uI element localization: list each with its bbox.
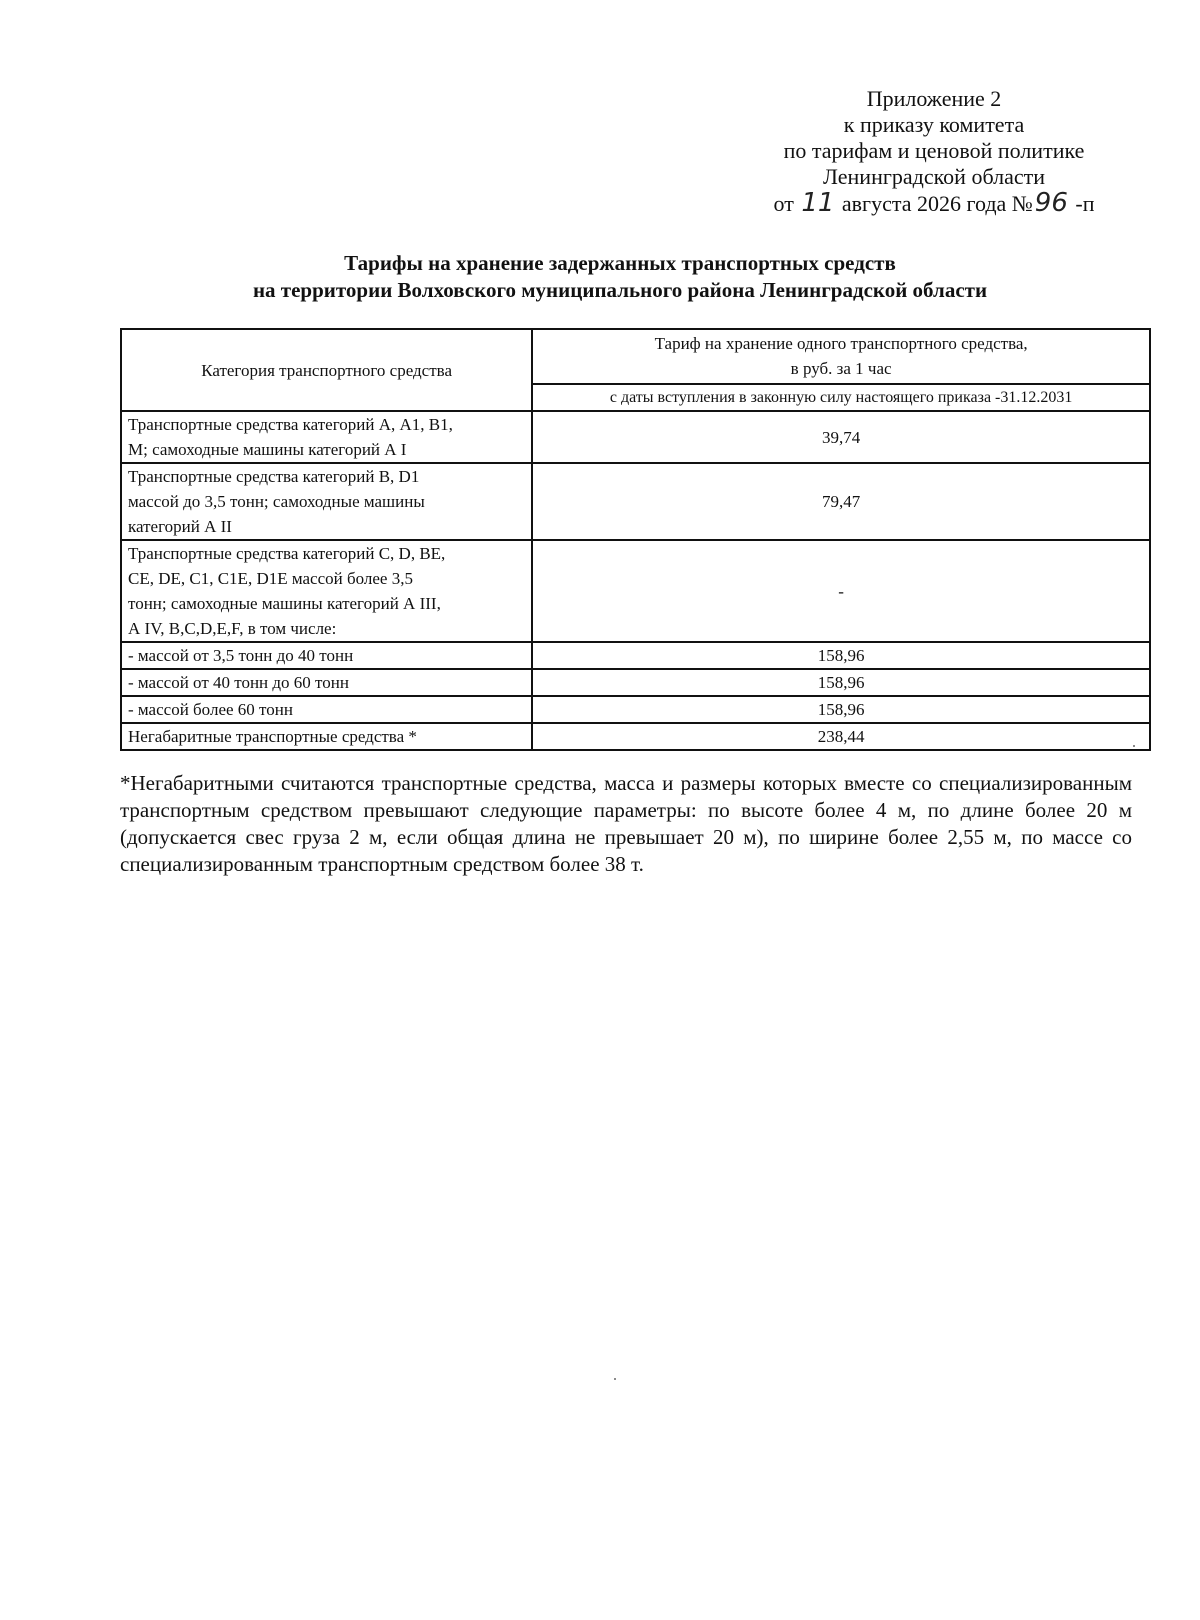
table-row [121, 540, 1150, 642]
tariff-value-cell: 158,96 [532, 642, 1150, 669]
appendix-date-line [764, 190, 1104, 217]
vehicle-category-line: А IV, В,С,D,E,F, в том числе: [128, 619, 337, 638]
footnote: *Негабаритными считаются транспортные средства, масса и размеры которых вместе со специализированным транспортным средством превышают следующие параметры: по высоте более 4 м, по длине более 20 м (допускается свес груза 2 м, если общая длина не превышает 20 м), по ширине более 2,55 м, по массе со специализированным транспортным средством более 38 т. [120, 771, 1132, 876]
header-tariff [532, 329, 1150, 384]
vehicle-category-line: категорий А II [128, 517, 232, 536]
tariff-value-cell: 39,74 [532, 411, 1150, 463]
vehicle-category-cell [121, 723, 532, 750]
vehicle-category-line: - массой от 40 тонн до 60 тонн [128, 673, 349, 692]
scan-speck [614, 1378, 616, 1380]
appendix-committee: по тарифам и ценовой политике [783, 138, 1085, 163]
vehicle-category-line: М; самоходные машины категорий А I [128, 440, 407, 459]
table-row [121, 463, 1150, 540]
vehicle-category-line: Транспортные средства категорий С, D, ВЕ, [128, 544, 446, 563]
vehicle-category-line: - массой более 60 тонн [128, 700, 293, 719]
appendix-order-ref: к приказу комитета [843, 112, 1025, 137]
table-row [121, 642, 1150, 669]
table-row [121, 669, 1150, 696]
handwritten-day: 11 [801, 188, 835, 218]
vehicle-category-line: массой до 3,5 тонн; самоходные машины [128, 492, 425, 511]
vehicle-category-line: тонн; самоходные машины категорий А III, [128, 594, 441, 613]
vehicle-category-cell [121, 463, 532, 540]
header-category: Категория транспортного средства [121, 329, 532, 411]
date-middle: августа 2026 года № [841, 191, 1033, 216]
appendix-region: Ленинградской области [823, 164, 1045, 189]
tariff-value-cell: 158,96 [532, 669, 1150, 696]
table-row [121, 411, 1150, 463]
tariff-value-cell: 238,44 [532, 723, 1150, 750]
vehicle-category-cell [121, 696, 532, 723]
table-row [121, 723, 1150, 750]
appendix-header [764, 86, 1104, 217]
vehicle-category-line: Транспортные средства категорий А, А1, В1, [128, 415, 453, 434]
appendix-title: Приложение 2 [866, 86, 1002, 111]
table-header-row [121, 329, 1150, 384]
date-suffix: -п [1075, 191, 1095, 216]
title-line-2: на территории Волховского муниципального района Ленинградской области [252, 278, 988, 302]
header-tariff-line-2: в руб. за 1 час [790, 359, 892, 379]
vehicle-category-line: СЕ, DE, C1, C1E, D1E массой более 3,5 [128, 569, 413, 588]
header-period: с даты вступления в законную силу настоящего приказа -31.12.2031 [532, 384, 1150, 411]
vehicle-category-line: Транспортные средства категорий В, D1 [128, 467, 420, 486]
vehicle-category-cell [121, 411, 532, 463]
handwritten-order-number: 96 [1034, 188, 1068, 218]
vehicle-category-cell [121, 540, 532, 642]
tariff-table [120, 328, 1151, 751]
tariff-value-cell: - [532, 540, 1150, 642]
vehicle-category-cell [121, 669, 532, 696]
tariff-value-cell: 158,96 [532, 696, 1150, 723]
scan-speck [1133, 745, 1135, 747]
tariff-value-cell: 79,47 [532, 463, 1150, 540]
vehicle-category-cell [121, 642, 532, 669]
table-row [121, 696, 1150, 723]
vehicle-category-line: - массой от 3,5 тонн до 40 тонн [128, 646, 354, 665]
document-title [120, 250, 1120, 304]
vehicle-category-line: Негабаритные транспортные средства * [128, 727, 417, 746]
header-tariff-line-1: Тариф на хранение одного транспортного средства, [654, 334, 1028, 354]
title-line-1: Тарифы на хранение задержанных транспортных средств [344, 251, 896, 275]
date-prefix: от [773, 191, 794, 216]
